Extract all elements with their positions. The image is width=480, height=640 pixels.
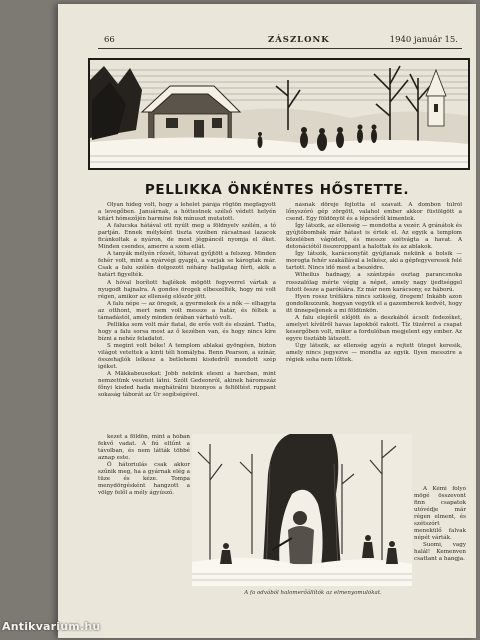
site-watermark: Antikvarium.hu bbox=[2, 620, 101, 633]
paragraph: Hyen rossz tréfákra nincs szükség, öregem! Inkább azon gondolkozzunk, hogyan vegyük el a gazemberek kedvét, hogy itt ünnepeljenek a mi földünkön. bbox=[286, 293, 462, 314]
paragraph: S megint volt béke! A templom ablakai gyöngéen, bizton világot vetettek a kinti téli homályba. Benn Pearson, a színár, összehajlók lelkesz a betlehemi kisdedről mondott szép igéket. bbox=[98, 342, 276, 371]
paragraph: Így látszik, karácsonyfát gyújtanak nekünk a bolsik — morogta fehér szakállával a lelkész, aki a gépfegyveresek felé tartott. Nincs idő most a beszédre. bbox=[286, 251, 462, 272]
issue-date: 1940 január 15. bbox=[389, 35, 458, 45]
magazine-page bbox=[58, 4, 476, 638]
illustration-caption: A fa odvából halomerőállítók az elmenyomulókat. bbox=[244, 590, 382, 596]
paragraph: kezet a földön, mint a hóban fekvő vadat. A fiú eltűnt a távolban, és nem látták többé aznap este. bbox=[98, 434, 190, 462]
page-number: 66 bbox=[104, 35, 115, 45]
paragraph: Olyan hideg volt, hogy a lehelet párája rögtön megfagyott a levegőben. Januárnak, a hóttestnek szélső védett helyén kitárt hómezőjén harmine fok mínuszt mutatott. bbox=[98, 202, 276, 223]
article-column-left bbox=[98, 202, 276, 432]
winter-village-illustration bbox=[88, 58, 470, 170]
paragraph: Pellikka sem volt már fiatal, de erős volt és elszánt. Tudta, hogy a falu sorsa most az ő kezében van, és hogy nincs kire bízni a nehéz feladatot. bbox=[98, 321, 276, 342]
paragraph: Wiheilus hadnagy, a szántzpás osztag parancsnoka rosszalólag mérte végig a népet, amely nagy ijedtséggel futott össze a parókiára. Ez már nem karácsony, ez háború. bbox=[286, 272, 462, 293]
paragraph: násnak döreje fojtotta el szavait. A dombon túlról lőnyszóró gép zörgött, valahol ember akkor füstölgött a csend. Egy földönyöl és a lépcsőről kimentek. bbox=[286, 202, 462, 223]
paragraph: A Kémi folyó mögé összevont finn csapatok utóvédje már régen elment, és szétszórt menekülő falvak népét várták. bbox=[414, 486, 466, 542]
paragraph: Úgy látszik, az ellenség agyúi a rejtett üteget keresik, amely nincs jegyezve — mondta az egyik. Ilyen messzire a régiek soha nem lőttek. bbox=[286, 342, 462, 364]
paragraph: Így látszik, az ellenség — mondotta a vezér. A gránátok és gyújtóbombák már hátast is értek el. Az egyik a templom közelében vágódott, és messze szétvágta a havat. A detonációtól összeroppant a halottak és az ablakok. bbox=[286, 223, 462, 251]
article-title: PELLIKKA ÖNKÉNTES HŐSTETTE. bbox=[144, 182, 410, 198]
paragraph: A Mäkkabeusokat: Jobb nekünk elesni a harcban, mint nemzetünk veszteit látni. Szólt Gedeonról, akinek háromszáz főnyi kisded hada meghátrálni bizonyos a feltöltést ruppant sokaság táborát az Úr segítségével. bbox=[98, 371, 276, 399]
paragraph: Ő hátoriulás csak akkor szűnik meg, ha a gyárnak elég a tüze és kéze. Tompa menydörgésként hangzott a völgy felől a mély ágyúszó. bbox=[98, 462, 190, 497]
paragraph: A tanyák mélyén rőzsét, lóhavat gyűjtött a felszeg. Minden fehér volt, mint a nyárvégi gyapjú, a varjak se károgtak már. Csak a falu szélén dolgozott néhány hallgatag férfi, akik a határt figyelték. bbox=[98, 251, 276, 279]
paragraph: Suomi, vagy halál! Kemenven csattant a hangja. bbox=[414, 542, 466, 563]
publication-name: ZÁSZLONK bbox=[268, 35, 330, 45]
article-column-bottom-right bbox=[414, 486, 466, 614]
village-scene-drawing bbox=[90, 60, 468, 168]
paragraph: A falu elejéről előjött és a deszkából ácsolt fedezéket, amelyet kívülről havas lapokból rakott. Tíz tüzérrel a csapat kesergőben volt, mikor a fordulóban megjelent egy ember. Az egyre tisztább látszott. bbox=[286, 314, 462, 342]
paragraph: A falucska hátával ott nyúlt meg a földnyelv szélén, a tó partján. Ennek mélyként tiszta vizében rácsatnasi lazacok ficánkoltak a nyáron, de most jégpáncél nyomja el őket. Minden csendes, amerre a szem ellát. bbox=[98, 223, 276, 251]
forest-soldier-illustration bbox=[192, 434, 412, 586]
paragraph: A falu népe — az öregek, a gyermekek és a nők — elhagyta az otthont, mert nem volt messze a határ, és féltek a támadástól, amely minden órában várható volt. bbox=[98, 300, 276, 321]
article-column-narrow bbox=[98, 434, 190, 584]
running-header bbox=[98, 34, 462, 49]
forest-drawing bbox=[192, 434, 412, 586]
paragraph: A hóval borított hajlékok mögött fegyverrel vártak a nyugodt hajnalra. A gondos öregek elbeszélték, hogy mi volt régen, amikor az ellenség először jött. bbox=[98, 279, 276, 300]
